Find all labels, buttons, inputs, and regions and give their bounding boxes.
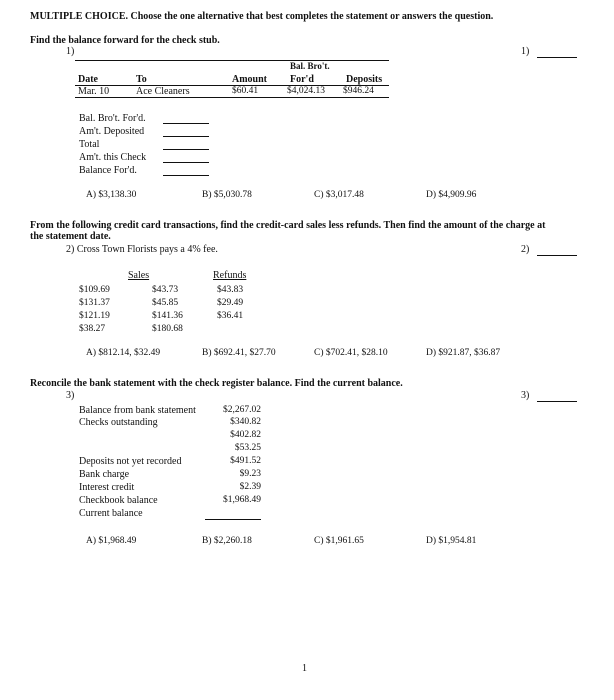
q1-side-number: 1): [521, 46, 530, 57]
q1-stub-label: Total: [79, 139, 100, 150]
q3-choice-b[interactable]: B) $2,260.18: [202, 536, 252, 546]
q3-side-number: 3): [521, 390, 530, 401]
q1-col-bal-line2: For'd: [290, 74, 314, 85]
q1-stub-labels: [79, 112, 146, 177]
q1-stub-blank[interactable]: [163, 149, 209, 150]
q1-stub-label: Balance For'd.: [79, 165, 137, 176]
q3-value-charge: $9.23: [239, 469, 261, 479]
q2-sales-header: Sales: [128, 270, 150, 281]
q1-row-to: Ace Cleaners: [136, 86, 190, 97]
q3-label-charge: Bank charge: [79, 469, 130, 480]
q2-choice-a[interactable]: A) $812.14, $32.49: [86, 348, 161, 358]
q1-col-amount: Amount: [232, 74, 268, 85]
q1-stub-blank[interactable]: [163, 123, 209, 124]
q3-answer-blank: [537, 401, 577, 402]
q2-prompt-line1: From the following credit card transactions, find the credit-card sales less refunds. Then find the amount of the charge at: [30, 220, 546, 231]
q1-row-amount: $60.41: [232, 86, 259, 96]
q2-sale: $38.27: [79, 324, 106, 334]
q1-stub-blank[interactable]: [163, 136, 209, 137]
q3-prompt: Reconcile the bank statement with the check register balance. Find the current balance.: [30, 378, 403, 389]
q2-refunds-col: [217, 284, 243, 323]
q3-choice-d[interactable]: D) $1,954.81: [426, 536, 477, 546]
q2-refund: $29.49: [217, 298, 244, 308]
q1-answer-blank: [537, 57, 577, 58]
q1-table-top-rule: [75, 60, 389, 61]
q2-choice-b[interactable]: B) $692.41, $27.70: [202, 348, 276, 358]
q3-label-bank: Balance from bank statement: [79, 405, 196, 416]
q1-choice-d[interactable]: D) $4,909.96: [426, 190, 477, 200]
q3-number: 3): [66, 390, 75, 401]
q3-value-bank: $2,267.02: [223, 405, 261, 415]
q2-sale: $43.73: [152, 285, 179, 295]
q2-sale: $45.85: [152, 298, 179, 308]
q2-answer-blank: [537, 255, 577, 256]
q2-prompt-line2: the statement date.: [30, 231, 111, 242]
q3-value-check: $340.82: [230, 417, 261, 427]
q1-stub-label: Bal. Bro't. For'd.: [79, 113, 146, 124]
q3-label-deposits: Deposits not yet recorded: [79, 456, 182, 467]
q1-choice-b[interactable]: B) $5,030.78: [202, 190, 252, 200]
q2-sale: $141.36: [152, 311, 183, 321]
q1-prompt: Find the balance forward for the check stub.: [30, 35, 220, 46]
q2-sale: $121.19: [79, 311, 110, 321]
q3-value-interest: $2.39: [239, 482, 261, 492]
q3-label-checkbook: Checkbook balance: [79, 495, 158, 506]
q3-label-current: Current balance: [79, 508, 143, 519]
q3-label-checks: Checks outstanding: [79, 417, 158, 428]
q1-stub-label: Am't. Deposited: [79, 126, 145, 137]
q3-value-check: $53.25: [234, 443, 261, 453]
q1-stub-label: Am't. this Check: [79, 152, 147, 163]
q3-current-blank[interactable]: [205, 519, 261, 520]
q3-value-check: $402.82: [230, 430, 261, 440]
q3-value-checkbook: $1,968.49: [223, 495, 261, 505]
section-title: MULTIPLE CHOICE.: [30, 11, 128, 22]
q1-stub-blank[interactable]: [163, 162, 209, 163]
q2-sale: $180.68: [152, 324, 183, 334]
q1-stub-blank[interactable]: [163, 175, 209, 176]
q2-number-text: 2) Cross Town Florists pays a 4% fee.: [66, 244, 218, 255]
q1-choice-c[interactable]: C) $3,017.48: [314, 190, 364, 200]
q1-row-deposits: $946.24: [343, 86, 374, 96]
q3-choice-c[interactable]: C) $1,961.65: [314, 536, 364, 546]
q1-row-date: Mar. 10: [78, 86, 110, 97]
q2-side-number: 2): [521, 244, 530, 255]
q2-sales-col2: [152, 284, 183, 336]
q3-choice-a[interactable]: A) $1,968.49: [86, 536, 137, 546]
q1-col-deposits: Deposits: [346, 74, 383, 85]
q1-row-bal: $4,024.13: [287, 86, 325, 96]
section-header: [30, 11, 493, 22]
q2-choice-c[interactable]: C) $702.41, $28.10: [314, 348, 388, 358]
q3-label-interest: Interest credit: [79, 482, 135, 493]
q2-refund: $43.83: [217, 285, 244, 295]
section-instruction: Choose the one alternative that best completes the statement or answers the question.: [130, 11, 494, 22]
page-number: 1: [302, 663, 307, 674]
q2-choice-d[interactable]: D) $921.87, $36.87: [426, 348, 501, 358]
q3-value-deposits: $491.52: [230, 456, 261, 466]
q1-number: 1): [66, 46, 75, 57]
q2-sale: $131.37: [79, 298, 110, 308]
q1-col-date: Date: [78, 74, 98, 85]
q2-sales-col1: [79, 284, 110, 336]
q2-refunds-header: Refunds: [213, 270, 247, 281]
q1-table-bottom-rule: [75, 97, 389, 98]
q2-sale: $109.69: [79, 285, 110, 295]
q1-col-to: To: [136, 74, 147, 85]
q1-choice-a[interactable]: A) $3,138.30: [86, 190, 137, 200]
q2-refund: $36.41: [217, 311, 244, 321]
q1-col-bal-line1: Bal. Bro't.: [290, 61, 330, 71]
